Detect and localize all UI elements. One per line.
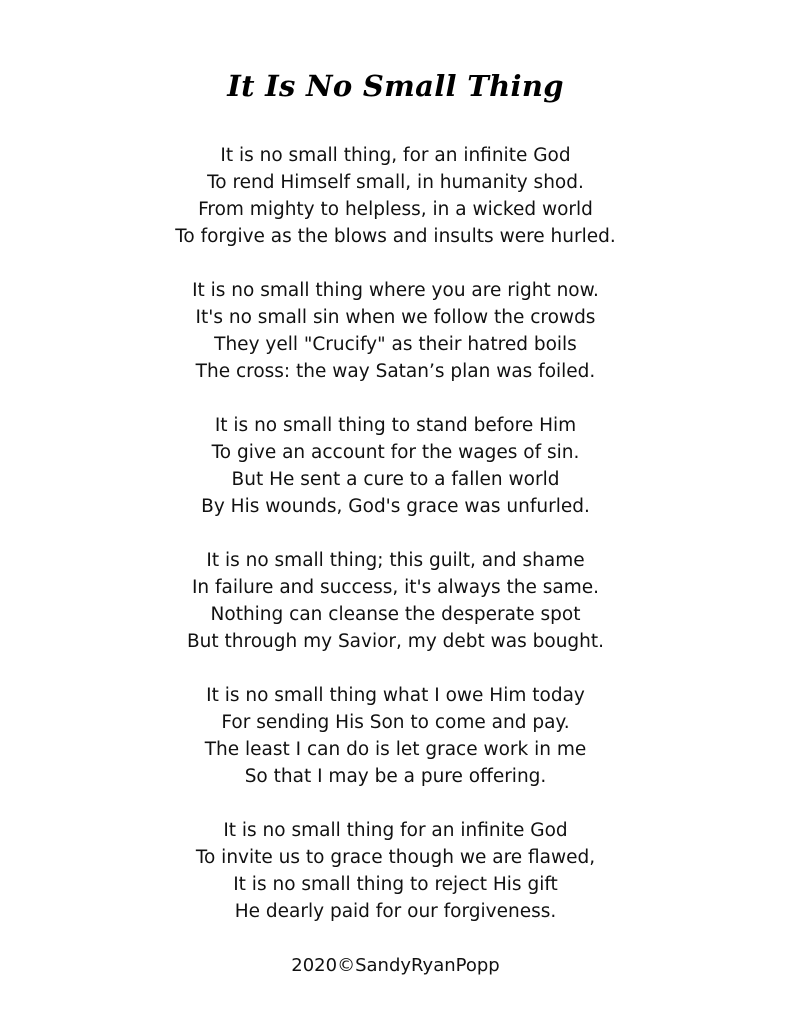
poem-line: But He sent a cure to a fallen world: [231, 469, 560, 490]
stanza-3: [0, 412, 791, 520]
poem-line: The cross: the way Satan’s plan was foiled.: [195, 361, 596, 382]
poem-title: It Is No Small Thing: [227, 69, 564, 103]
poem-line: He dearly paid for our forgiveness.: [234, 901, 557, 922]
poem-line: It is no small thing, for an infinite God: [220, 145, 571, 166]
poem-line: To rend Himself small, in humanity shod.: [207, 172, 584, 193]
poem-line: It is no small thing what I owe Him today: [206, 685, 585, 706]
poem-line: For sending His Son to come and pay.: [221, 712, 570, 733]
poem-line: It is no small thing to reject His gift: [233, 874, 558, 895]
poem-line: It is no small thing to stand before Him: [214, 415, 577, 436]
stanza-1: [0, 142, 791, 250]
poem-line: To forgive as the blows and insults were hurled.: [175, 226, 616, 247]
stanza-5: [0, 682, 791, 790]
poem-line: It is no small thing for an infinite God: [223, 820, 568, 841]
poem-line: So that I may be a pure offering.: [244, 766, 547, 787]
poem-line: To invite us to grace though we are flawed,: [195, 847, 596, 868]
poem-line: By His wounds, God's grace was unfurled.: [201, 496, 590, 517]
poem-line: To give an account for the wages of sin.: [211, 442, 580, 463]
poem-line: It's no small sin when we follow the crowds: [195, 307, 596, 328]
copyright-notice: 2020©SandyRyanPopp: [291, 955, 500, 976]
poem-line: It is no small thing; this guilt, and shame: [206, 550, 585, 571]
poem-body: [0, 142, 791, 952]
stanza-6: [0, 817, 791, 925]
poem-line: The least I can do is let grace work in me: [204, 739, 587, 760]
poem-line: In failure and success, it's always the same.: [191, 577, 600, 598]
poem-line: Nothing can cleanse the desperate spot: [210, 604, 581, 625]
stanza-4: [0, 547, 791, 655]
poem-line: From mighty to helpless, in a wicked world: [198, 199, 593, 220]
stanza-2: [0, 277, 791, 385]
poem-line: They yell "Crucify" as their hatred boils: [214, 334, 577, 355]
poem-line: It is no small thing where you are right now.: [192, 280, 599, 301]
poem-line: But through my Savior, my debt was bought.: [186, 631, 605, 652]
